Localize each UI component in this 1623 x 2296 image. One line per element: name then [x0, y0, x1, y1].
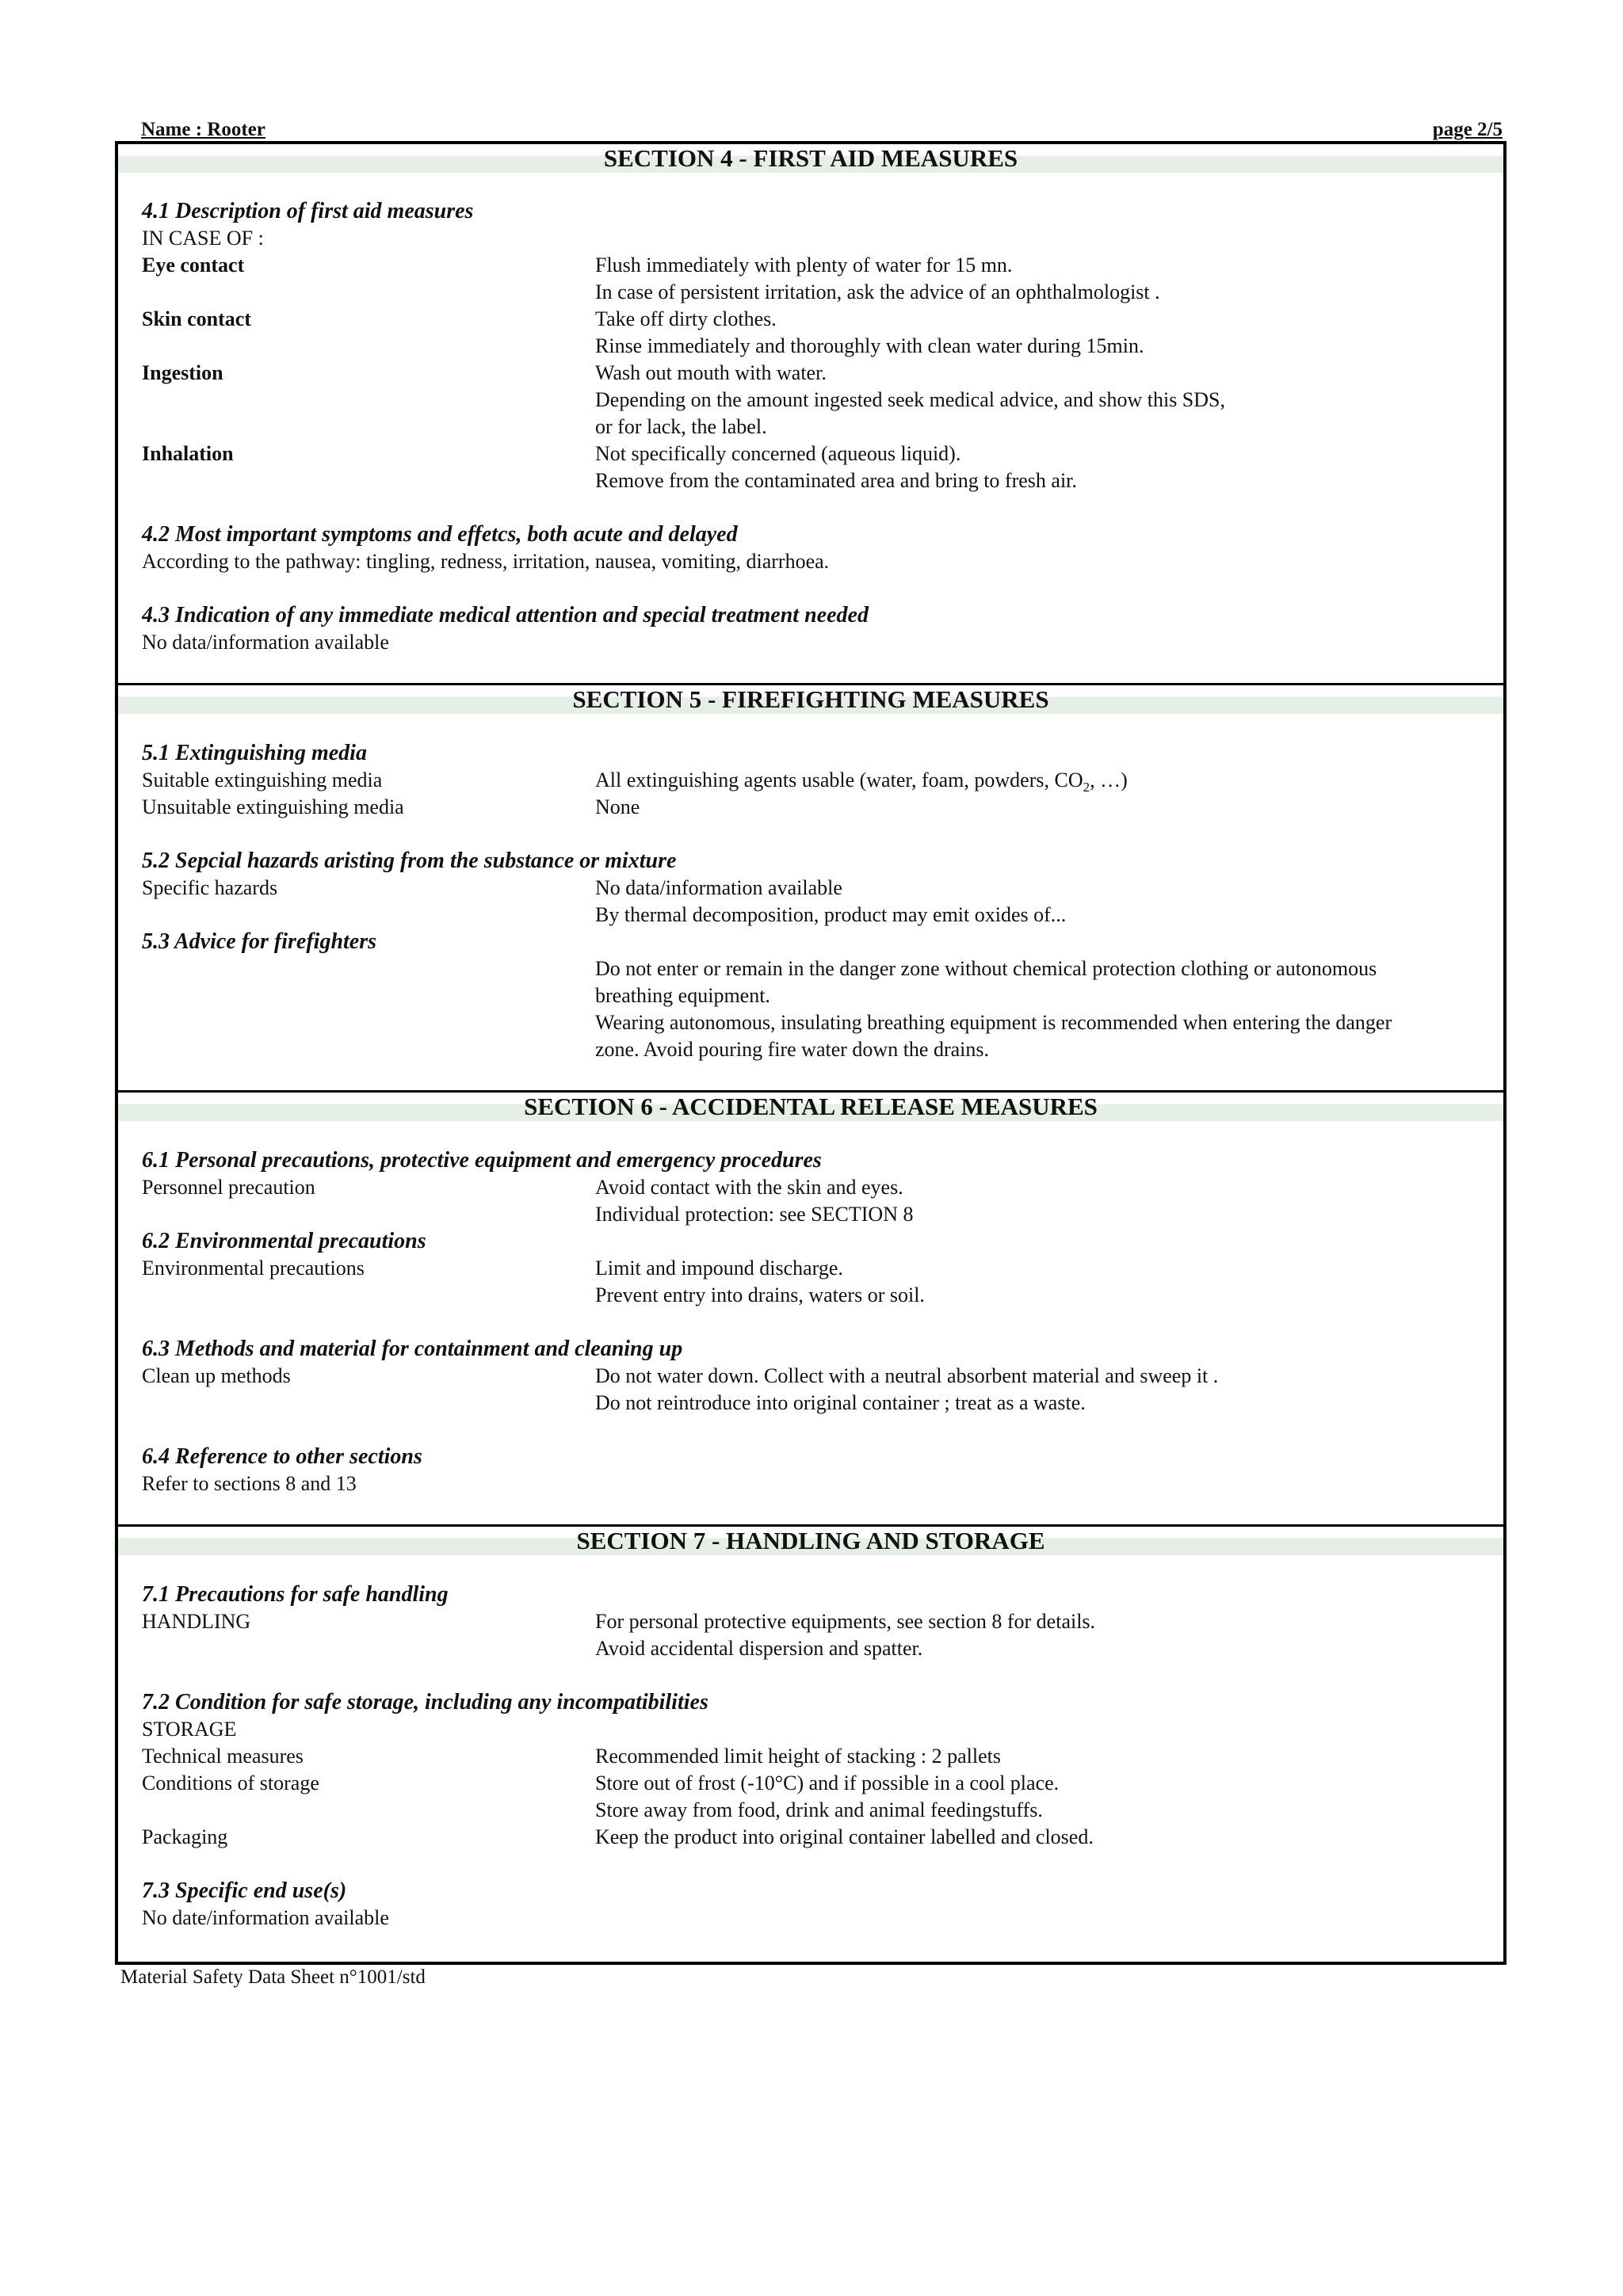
subsection-6-3-heading: 6.3 Methods and material for containment and cleaning up	[142, 1337, 683, 1361]
subsection-4-2-heading: 4.2 Most important symptoms and effetcs, both acute and delayed	[142, 522, 738, 547]
suitable-media-label: Suitable extinguishing media	[142, 769, 383, 791]
skin-contact-text-1: Take off dirty clothes.	[595, 307, 777, 330]
handling-text-1: For personal protective equipments, see section 8 for details.	[595, 1610, 1096, 1633]
section-6	[118, 1090, 1503, 1121]
clean-up-methods-label: Clean up methods	[142, 1364, 291, 1387]
inhalation-text-1: Not specifically concerned (aqueous liquid).	[595, 442, 961, 465]
subsection-6-4-heading: 6.4 Reference to other sections	[142, 1444, 422, 1469]
subsection-4-2-text: According to the pathway: tingling, redness, irritation, nausea, vomiting, diarrhoea.	[142, 550, 830, 573]
storage-label: STORAGE	[142, 1718, 237, 1741]
subsection-7-3-heading: 7.3 Specific end use(s)	[142, 1878, 347, 1903]
in-case-of-label: IN CASE OF :	[142, 227, 264, 250]
inhalation-label: Inhalation	[142, 442, 234, 465]
packaging-text: Keep the product into original container labelled and closed.	[595, 1825, 1094, 1848]
environmental-precautions-text-1: Limit and impound discharge.	[595, 1257, 843, 1280]
section-4	[118, 144, 1503, 173]
conditions-of-storage-label: Conditions of storage	[142, 1772, 319, 1794]
unsuitable-media-label: Unsuitable extinguishing media	[142, 795, 404, 818]
section-5	[118, 683, 1503, 714]
advice-text-1: Do not enter or remain in the danger zone without chemical protection clothing or autonomous	[595, 957, 1377, 980]
skin-contact-text-2: Rinse immediately and thoroughly with clean water during 15min.	[595, 334, 1144, 357]
ingestion-text-3: or for lack, the label.	[595, 415, 767, 438]
specific-hazards-label: Specific hazards	[142, 876, 278, 899]
subsection-4-3-heading: 4.3 Indication of any immediate medical attention and special treatment needed	[142, 603, 869, 627]
clean-up-methods-text-2: Do not reintroduce into original container ; treat as a waste.	[595, 1391, 1086, 1414]
subsection-6-2-heading: 6.2 Environmental precautions	[142, 1229, 426, 1253]
handling-text-2: Avoid accidental dispersion and spatter.	[595, 1637, 923, 1660]
subsection-6-1-heading: 6.1 Personal precautions, protective equipment and emergency procedures	[142, 1148, 822, 1173]
technical-measures-label: Technical measures	[142, 1745, 304, 1768]
subsection-5-1-heading: 5.1 Extinguishing media	[142, 741, 367, 765]
subsection-5-2-heading: 5.2 Sepcial hazards aristing from the substance or mixture	[142, 849, 677, 873]
technical-measures-text: Recommended limit height of stacking : 2 pallets	[595, 1745, 1001, 1768]
specific-hazards-text-2: By thermal decomposition, product may emit oxides of...	[595, 903, 1067, 926]
ingestion-label: Ingestion	[142, 361, 223, 384]
ingestion-text-1: Wash out mouth with water.	[595, 361, 827, 384]
section-6-title: SECTION 6 - ACCIDENTAL RELEASE MEASURES	[118, 1093, 1503, 1121]
handling-label: HANDLING	[142, 1610, 251, 1633]
environmental-precautions-text-2: Prevent entry into drains, waters or soil.	[595, 1283, 925, 1306]
section-7-title: SECTION 7 - HANDLING AND STORAGE	[118, 1527, 1503, 1555]
conditions-of-storage-text-1: Store out of frost (-10°C) and if possible in a cool place.	[595, 1772, 1060, 1794]
suitable-media-end: , …)	[1090, 769, 1128, 791]
page-number: page 2/5	[1432, 119, 1503, 140]
subsection-6-4-text: Refer to sections 8 and 13	[142, 1472, 357, 1495]
section-5-title: SECTION 5 - FIREFIGHTING MEASURES	[118, 685, 1503, 714]
advice-text-2: breathing equipment.	[595, 984, 770, 1007]
suitable-media-text	[595, 767, 1128, 794]
subsection-4-3-text: No data/information available	[142, 631, 389, 654]
personnel-precaution-text-2: Individual protection: see SECTION 8	[595, 1203, 914, 1226]
subsection-5-3-heading: 5.3 Advice for firefighters	[142, 929, 377, 954]
section-7	[118, 1524, 1503, 1555]
specific-hazards-text-1: No data/information available	[595, 876, 842, 899]
co2-subscript: 2	[1083, 780, 1090, 795]
document-footer: Material Safety Data Sheet n°1001/std	[120, 1966, 426, 1988]
subsection-7-2-heading: 7.2 Condition for safe storage, including any incompatibilities	[142, 1690, 708, 1714]
suitable-media-value: All extinguishing agents usable (water, foam, powders, CO	[595, 769, 1083, 791]
conditions-of-storage-text-2: Store away from food, drink and animal feedingstuffs.	[595, 1798, 1043, 1821]
personnel-precaution-label: Personnel precaution	[142, 1176, 315, 1199]
advice-text-4: zone. Avoid pouring fire water down the drains.	[595, 1038, 989, 1061]
unsuitable-media-value: None	[595, 795, 640, 818]
subsection-4-1-heading: 4.1 Description of first aid measures	[142, 199, 474, 223]
packaging-label: Packaging	[142, 1825, 228, 1848]
eye-contact-text-2: In case of persistent irritation, ask the advice of an ophthalmologist .	[595, 280, 1160, 303]
personnel-precaution-text-1: Avoid contact with the skin and eyes.	[595, 1176, 903, 1199]
document-name: Name : Rooter	[141, 119, 265, 140]
ingestion-text-2: Depending on the amount ingested seek medical advice, and show this SDS,	[595, 388, 1226, 411]
inhalation-text-2: Remove from the contaminated area and bring to fresh air.	[595, 469, 1077, 492]
section-4-title: SECTION 4 - FIRST AID MEASURES	[118, 144, 1503, 173]
advice-text-3: Wearing autonomous, insulating breathing equipment is recommended when entering the danger	[595, 1011, 1392, 1034]
skin-contact-label: Skin contact	[142, 307, 251, 330]
eye-contact-text-1: Flush immediately with plenty of water for 15 mn.	[595, 254, 1013, 277]
eye-contact-label: Eye contact	[142, 254, 245, 277]
environmental-precautions-label: Environmental precautions	[142, 1257, 365, 1280]
clean-up-methods-text-1: Do not water down. Collect with a neutral absorbent material and sweep it .	[595, 1364, 1219, 1387]
subsection-7-1-heading: 7.1 Precautions for safe handling	[142, 1582, 449, 1607]
sds-frame	[115, 141, 1507, 1965]
subsection-7-3-text: No date/information available	[142, 1906, 389, 1929]
